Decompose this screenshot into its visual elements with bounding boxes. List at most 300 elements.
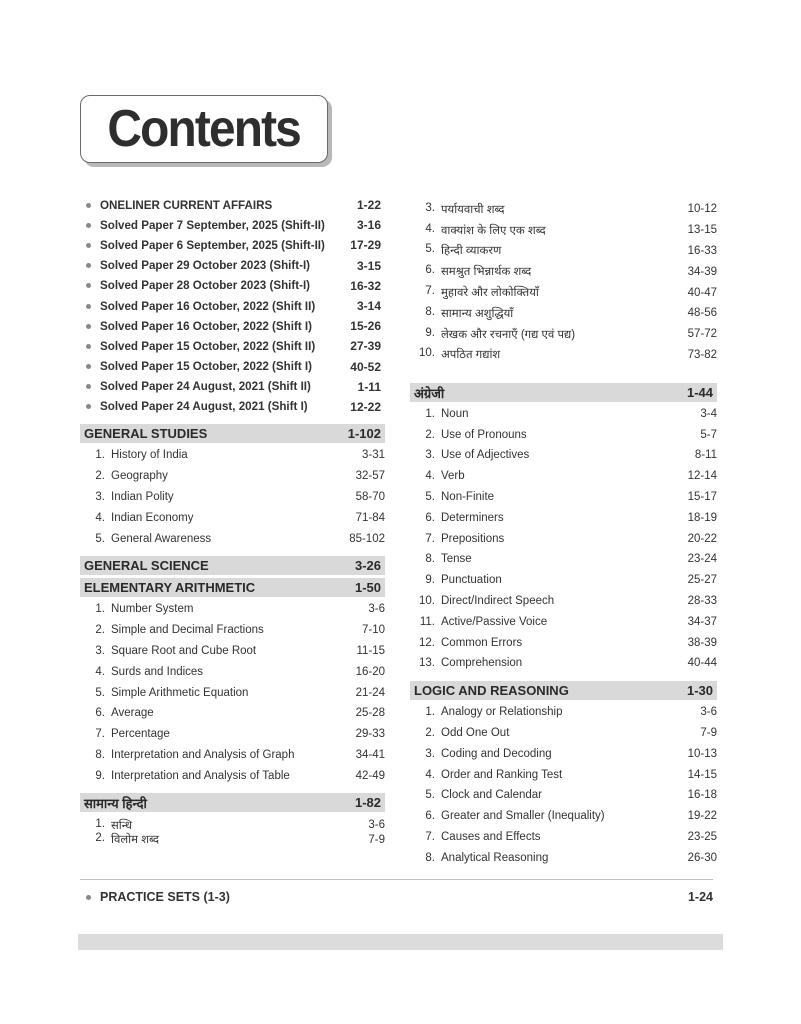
section-general-science[interactable] (80, 556, 385, 575)
item-label-wrap (80, 818, 132, 833)
item-number: 9. (95, 769, 105, 782)
item-label-wrap (80, 832, 159, 847)
practice-label: PRACTICE SETS (1-3) (100, 890, 230, 904)
item-pages: 10-12 (687, 203, 717, 216)
item-pages: 15-17 (687, 490, 717, 503)
item-label: Direct/Indirect Speech (441, 594, 555, 607)
item-pages: 14-15 (687, 768, 717, 781)
item-number: 4. (95, 665, 105, 678)
item-label-wrap (410, 306, 513, 321)
section-title: GENERAL STUDIES (84, 426, 208, 442)
item-pages: 48-56 (687, 307, 717, 320)
item-label-wrap (410, 470, 465, 482)
item-label: Analytical Reasoning (441, 851, 549, 864)
item-number: 2. (425, 428, 435, 441)
item-label-wrap (410, 408, 469, 420)
item-label-wrap (80, 687, 248, 699)
item-number: 4. (425, 222, 435, 235)
item-label: विलोम शब्द (111, 834, 159, 847)
entry-label-wrap (80, 259, 310, 272)
item-number: 2. (95, 832, 105, 845)
toc-item[interactable] (410, 241, 717, 262)
entry-label: Solved Paper 28 October 2023 (Shift-I) (100, 279, 311, 293)
item-label: Causes and Effects (441, 830, 541, 843)
item-pages: 58-70 (355, 491, 385, 504)
item-pages: 16-33 (687, 244, 717, 257)
entry-label-wrap (80, 199, 272, 212)
right-column (410, 199, 717, 868)
item-label-wrap (410, 637, 522, 649)
bullet-icon (86, 895, 91, 900)
item-pages: 23-25 (687, 830, 717, 843)
item-label-wrap (410, 727, 509, 739)
item-pages: 8-11 (694, 449, 717, 462)
item-label: Tense (441, 553, 472, 566)
entry-label: Solved Paper 24 August, 2021 (Shift II) (100, 380, 311, 394)
item-label-wrap (410, 264, 531, 279)
item-pages: 7-9 (700, 726, 717, 739)
item-number: 3. (95, 645, 105, 658)
entry-pages: 27-39 (350, 339, 381, 354)
entry-label-wrap (80, 360, 312, 373)
bullet-icon (86, 223, 91, 228)
toc-item[interactable] (410, 282, 717, 303)
toc-item[interactable] (80, 682, 385, 703)
bullet-icon (86, 263, 91, 268)
entry-label-wrap (80, 380, 311, 393)
item-label: General Awareness (111, 532, 212, 545)
item-number: 9. (425, 326, 435, 339)
item-number: 2. (95, 624, 105, 637)
item-pages: 3-6 (368, 603, 385, 616)
item-pages: 16-20 (355, 665, 385, 678)
item-number: 6. (425, 264, 435, 277)
item-pages: 26-30 (687, 851, 717, 864)
item-label-wrap (410, 512, 504, 524)
bullet-entry[interactable] (80, 397, 385, 417)
item-pages: 3-6 (700, 706, 717, 719)
item-pages: 32-57 (355, 470, 385, 483)
item-number: 4. (425, 470, 435, 483)
item-label-wrap (80, 470, 168, 482)
item-pages: 38-39 (687, 636, 717, 649)
item-number: 3. (425, 747, 435, 760)
entry-pages: 15-26 (350, 319, 381, 334)
entry-label-wrap (80, 340, 315, 353)
item-number: 1. (95, 817, 105, 830)
section-pages: 3-26 (354, 558, 381, 574)
item-pages: 28-33 (687, 594, 717, 607)
item-number: 5. (95, 532, 105, 545)
item-pages: 7-9 (368, 833, 385, 846)
item-label-wrap (410, 429, 527, 441)
item-number: 5. (425, 789, 435, 802)
item-pages: 25-27 (687, 574, 717, 587)
item-label: Simple Arithmetic Equation (111, 686, 249, 699)
item-number: 1. (425, 706, 435, 719)
bullet-list (80, 195, 385, 417)
entry-label: Solved Paper 24 August, 2021 (Shift I) (100, 400, 308, 414)
item-number: 6. (95, 707, 105, 720)
bullet-entry[interactable] (80, 377, 385, 397)
section-general-studies[interactable] (80, 424, 385, 443)
toc-item[interactable] (80, 620, 385, 641)
toc-item[interactable] (80, 507, 385, 528)
item-label-wrap (80, 449, 188, 461)
item-number: 5. (425, 490, 435, 503)
toc-item[interactable] (80, 641, 385, 662)
practice-sets-row[interactable] (80, 879, 713, 904)
entry-label: Solved Paper 15 October, 2022 (Shift I) (100, 360, 312, 374)
toc-item[interactable] (410, 199, 717, 220)
toc-item[interactable] (410, 324, 717, 345)
item-label-wrap (80, 533, 211, 545)
item-number: 3. (95, 491, 105, 504)
bullet-icon (86, 304, 91, 309)
item-label-wrap (410, 657, 522, 669)
item-pages: 71-84 (355, 511, 385, 524)
item-pages: 25-28 (355, 707, 385, 720)
left-column (80, 195, 385, 847)
toc-item[interactable] (80, 765, 385, 786)
entry-label: Solved Paper 7 September, 2025 (Shift-II) (100, 218, 325, 232)
item-label: Comprehension (441, 657, 523, 670)
section-hindi[interactable] (80, 793, 385, 812)
bullet-entry[interactable] (80, 235, 385, 255)
item-pages: 3-6 (368, 819, 385, 832)
entry-label: Solved Paper 16 October, 2022 (Shift I) (100, 319, 312, 333)
item-label-wrap (80, 603, 193, 615)
item-label-wrap (410, 327, 575, 342)
item-label-wrap (80, 491, 174, 503)
item-number: 7. (425, 285, 435, 298)
item-label: वाक्यांश के लिए एक शब्द (441, 224, 546, 237)
entry-label: Solved Paper 29 October 2023 (Shift-I) (100, 259, 311, 273)
page-title: Contents (107, 100, 301, 158)
item-number: 5. (425, 243, 435, 256)
item-number: 12. (419, 636, 435, 649)
item-label-wrap (80, 512, 193, 524)
item-label-wrap (410, 595, 554, 607)
entry-pages: 12-22 (350, 399, 381, 414)
item-number: 1. (95, 449, 105, 462)
item-label: Interpretation and Analysis of Table (111, 769, 290, 782)
item-label-wrap (80, 707, 154, 719)
item-label-wrap (410, 533, 504, 545)
entry-label: Solved Paper 6 September, 2025 (Shift-II) (100, 238, 325, 252)
item-label: पर्यायवाची शब्द (441, 203, 505, 216)
section-english[interactable] (410, 383, 717, 402)
entry-pages: 16-32 (350, 278, 381, 293)
item-number: 2. (95, 470, 105, 483)
item-label: Non-Finite (441, 490, 495, 503)
item-pages: 18-19 (687, 511, 717, 524)
bullet-entry[interactable] (80, 316, 385, 336)
item-label: Indian Polity (111, 491, 174, 504)
item-label: Simple and Decimal Fractions (111, 624, 264, 637)
item-label-wrap (410, 223, 546, 238)
item-label: Square Root and Cube Root (111, 645, 257, 658)
toc-item[interactable] (410, 611, 717, 632)
item-number: 11. (419, 615, 435, 628)
entry-label: ONELINER CURRENT AFFAIRS (100, 198, 273, 212)
toc-item[interactable] (410, 764, 717, 785)
item-pages: 16-18 (687, 789, 717, 802)
entry-label-wrap (80, 239, 325, 252)
item-label: Clock and Calendar (441, 789, 543, 802)
item-label: Analogy or Relationship (441, 706, 563, 719)
item-label: Odd One Out (441, 726, 510, 739)
item-pages: 7-10 (361, 624, 385, 637)
item-label: लेखक और रचनाएँ (गद्य एवं पद्य) (441, 328, 576, 341)
english-list (410, 402, 717, 673)
item-pages: 42-49 (355, 769, 385, 782)
item-pages: 5-7 (700, 428, 717, 441)
item-pages: 23-24 (687, 553, 717, 566)
logic-list (410, 700, 717, 868)
toc-item[interactable] (80, 818, 385, 833)
entry-pages: 40-52 (350, 359, 381, 374)
item-label: Prepositions (441, 532, 505, 545)
item-label-wrap (410, 449, 529, 461)
toc-item[interactable] (410, 570, 717, 591)
bullet-icon (86, 203, 91, 208)
item-number: 8. (425, 553, 435, 566)
toc-item[interactable] (80, 599, 385, 620)
practice-pages: 1-24 (687, 890, 713, 904)
item-pages: 40-44 (687, 657, 717, 670)
item-pages: 19-22 (687, 810, 717, 823)
section-title: ELEMENTARY ARITHMETIC (84, 580, 256, 596)
item-label: Common Errors (441, 636, 523, 649)
item-pages: 34-37 (687, 615, 717, 628)
item-label-wrap (410, 553, 472, 565)
item-pages: 85-102 (349, 532, 385, 545)
item-label-wrap (80, 770, 290, 782)
hindi-list-right (410, 199, 717, 365)
item-label: Noun (441, 407, 469, 420)
bullet-entry[interactable] (80, 256, 385, 276)
entry-pages: 17-29 (350, 238, 381, 253)
item-label: Determiners (441, 511, 504, 524)
item-number: 7. (95, 728, 105, 741)
bullet-entry[interactable] (80, 357, 385, 377)
item-label: समश्रुत भिन्नार्थक शब्द (441, 266, 532, 279)
item-label-wrap (410, 706, 562, 718)
toc-item[interactable] (410, 632, 717, 653)
item-label-wrap (410, 243, 501, 258)
bullet-icon (86, 344, 91, 349)
item-pages: 21-24 (355, 686, 385, 699)
item-label-wrap (410, 831, 541, 843)
item-number: 13. (419, 657, 435, 670)
section-logic-reasoning[interactable] (410, 681, 717, 700)
general-studies-list (80, 443, 385, 549)
item-label: Indian Economy (111, 511, 194, 524)
entry-label-wrap (80, 320, 312, 333)
item-number: 3. (425, 201, 435, 214)
toc-item[interactable] (410, 466, 717, 487)
bullet-entry[interactable] (80, 215, 385, 235)
footer-bar (78, 934, 723, 950)
toc-item[interactable] (410, 847, 717, 868)
toc-item[interactable] (80, 703, 385, 724)
item-label: मुहावरे और लोकोक्तियाँ (441, 287, 539, 300)
item-number: 1. (95, 603, 105, 616)
item-label-wrap (410, 285, 539, 300)
bullet-icon (86, 324, 91, 329)
toc-item[interactable] (410, 345, 717, 366)
toc-item[interactable] (410, 723, 717, 744)
bullet-icon (86, 384, 91, 389)
item-label-wrap (410, 491, 494, 503)
item-number: 7. (425, 830, 435, 843)
item-pages: 3-31 (361, 449, 385, 462)
toc-item[interactable] (410, 445, 717, 466)
item-label: Average (111, 707, 154, 720)
item-pages: 10-13 (687, 747, 717, 760)
item-number: 8. (425, 851, 435, 864)
entry-pages: 1-11 (357, 379, 381, 394)
toc-item[interactable] (410, 549, 717, 570)
bullet-icon (86, 283, 91, 288)
item-pages: 34-41 (355, 749, 385, 762)
section-elementary-arithmetic[interactable] (80, 578, 385, 597)
item-label: Geography (111, 470, 168, 483)
item-pages: 34-39 (687, 265, 717, 278)
item-number: 9. (425, 574, 435, 587)
item-number: 10. (419, 594, 435, 607)
item-label: Active/Passive Voice (441, 615, 548, 628)
item-label-wrap (80, 624, 264, 636)
section-pages: 1-82 (354, 795, 381, 811)
toc-item[interactable] (410, 827, 717, 848)
section-pages: 1-30 (686, 682, 713, 698)
item-number: 7. (425, 532, 435, 545)
toc-item[interactable] (80, 466, 385, 487)
item-label: Use of Pronouns (441, 428, 527, 441)
item-label: सन्धि (111, 819, 133, 832)
item-number: 8. (95, 749, 105, 762)
entry-label-wrap (80, 400, 308, 413)
bullet-icon (86, 243, 91, 248)
entry-label: Solved Paper 16 October, 2022 (Shift II) (100, 299, 316, 313)
arithmetic-list (80, 597, 385, 786)
contents-title-box (80, 95, 328, 163)
toc-item[interactable] (410, 220, 717, 241)
section-title: अंग्रेजी (414, 385, 445, 401)
section-title: LOGIC AND REASONING (414, 682, 569, 698)
item-pages: 73-82 (687, 348, 717, 361)
item-label-wrap (410, 748, 552, 760)
item-label-wrap (410, 852, 548, 864)
item-label-wrap (410, 810, 605, 822)
item-number: 1. (425, 407, 435, 420)
entry-label-wrap (80, 279, 310, 292)
item-pages: 12-14 (687, 470, 717, 483)
item-label: Number System (111, 603, 194, 616)
item-label: History of India (111, 449, 188, 462)
item-number: 10. (419, 347, 435, 360)
practice-label-wrap (80, 890, 230, 904)
bullet-icon (86, 404, 91, 409)
item-label-wrap (410, 616, 547, 628)
toc-item[interactable] (410, 702, 717, 723)
toc-item[interactable] (410, 591, 717, 612)
bullet-entry[interactable] (80, 336, 385, 356)
item-label: Verb (441, 470, 465, 483)
item-label: Use of Adjectives (441, 449, 530, 462)
item-label: Percentage (111, 728, 170, 741)
toc-item[interactable] (80, 528, 385, 549)
toc-item[interactable] (410, 785, 717, 806)
item-pages: 20-22 (687, 532, 717, 545)
item-label: हिन्दी व्याकरण (441, 245, 502, 258)
toc-item[interactable] (410, 303, 717, 324)
item-label: Order and Ranking Test (441, 768, 563, 781)
item-label: Surds and Indices (111, 665, 204, 678)
item-number: 6. (425, 511, 435, 524)
entry-label-wrap (80, 300, 315, 313)
toc-item[interactable] (410, 528, 717, 549)
entry-label-wrap (80, 219, 325, 232)
item-label: सामान्य अशुद्धियाँ (441, 307, 514, 320)
item-label: Greater and Smaller (Inequality) (441, 810, 605, 823)
toc-item[interactable] (80, 833, 385, 848)
toc-item[interactable] (80, 445, 385, 466)
section-title: सामान्य हिन्दी (84, 795, 147, 811)
bullet-entry[interactable] (80, 276, 385, 296)
entry-pages: 3-14 (356, 299, 381, 314)
item-pages: 11-15 (356, 645, 385, 658)
item-pages: 29-33 (355, 728, 385, 741)
toc-item[interactable] (410, 743, 717, 764)
item-label: Coding and Decoding (441, 747, 552, 760)
item-label-wrap (410, 789, 542, 801)
bullet-icon (86, 364, 91, 369)
toc-item[interactable] (410, 487, 717, 508)
item-label-wrap (410, 347, 500, 362)
item-number: 8. (425, 305, 435, 318)
toc-item[interactable] (80, 724, 385, 745)
toc-item[interactable] (410, 424, 717, 445)
item-label-wrap (80, 666, 203, 678)
hindi-list-left (80, 812, 385, 847)
toc-item[interactable] (80, 487, 385, 508)
section-pages: 1-50 (354, 580, 381, 596)
item-label-wrap (80, 645, 256, 657)
item-number: 5. (95, 686, 105, 699)
toc-item[interactable] (410, 403, 717, 424)
toc-item[interactable] (410, 806, 717, 827)
item-pages: 13-15 (687, 224, 717, 237)
toc-item[interactable] (410, 261, 717, 282)
item-number: 6. (425, 810, 435, 823)
toc-item[interactable] (80, 661, 385, 682)
bullet-entry[interactable] (80, 296, 385, 316)
section-pages: 1-102 (347, 426, 381, 442)
entry-pages: 1-22 (356, 198, 381, 213)
bullet-entry[interactable] (80, 195, 385, 215)
item-number: 4. (95, 511, 105, 524)
toc-item[interactable] (410, 507, 717, 528)
toc-item[interactable] (410, 653, 717, 674)
item-label-wrap (80, 749, 294, 761)
section-pages: 1-44 (686, 385, 713, 401)
entry-pages: 3-15 (356, 258, 381, 273)
entry-label: Solved Paper 15 October, 2022 (Shift II) (100, 339, 316, 353)
toc-item[interactable] (80, 745, 385, 766)
